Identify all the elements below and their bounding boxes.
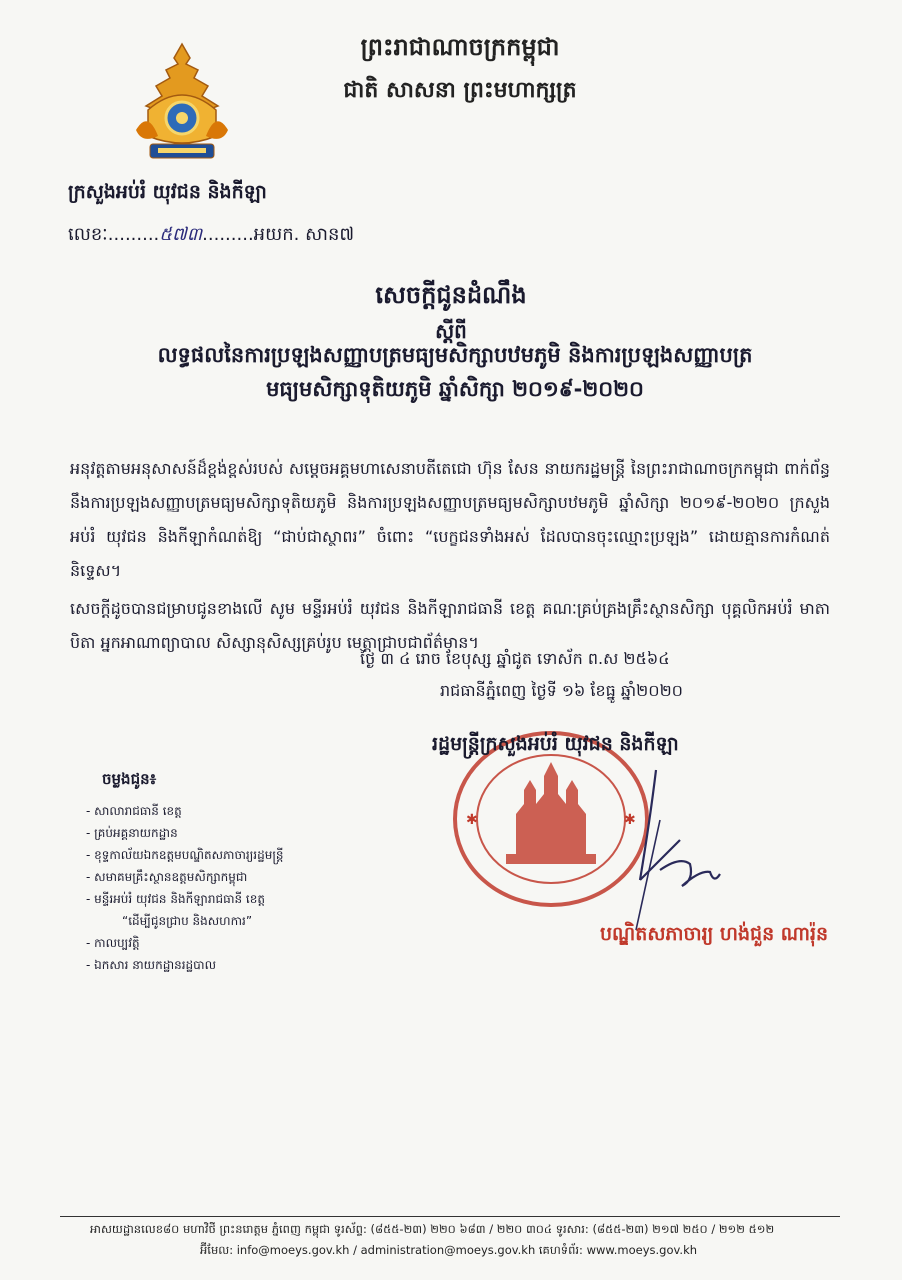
lunar-date: ថ្ងៃ ៣ ៤ រោច ខែបុស្ស ឆ្នាំជូត ទោស័ក ព.ស ២៥៦៤ [360, 649, 670, 668]
footer-divider [60, 1216, 840, 1217]
solar-date: រាជធានីភ្នំពេញ ថ្ងៃទី ១៦ ខែធ្នូ ឆ្នាំ២០២០ [440, 681, 683, 700]
recipient-item: - សាលារាជធានី ខេត្ត [86, 804, 182, 818]
body-paragraph-2: សេចក្តីដូចបានជម្រាបជូនខាងលើ សូម មន្ទីរអប់រំ យុវជន និងកីឡារាជធានី ខេត្ត គណៈគ្រប់គ្រងគ្រឹះស្ថានសិក្សា បុគ្គលិកអប់រំ មាតាបិតា អ្នកអាណាព្យាបាល សិស្សានុសិស្សគ្រប់រូប មេត្តាជ្រាបជាព័ត៌មាន។ [70, 599, 830, 652]
recipient-item-note: “ដើម្បីជូនជ្រាប និងសហការ” [122, 914, 253, 928]
recipient-item: - សមាគមគ្រឹះស្ថានឧត្តមសិក្សាកម្ពុជា [86, 870, 248, 884]
footer-address: អាសយដ្ឋានលេខ៨០ មហាវិថី ព្រះនរោត្តម ភ្នំពេញ កម្ពុជា ទូរស័ព្ទ: (៨៥៥-២៣) ២២០ ៦៨៣ / ២២០ ៣០៤ ទូរសារ: (៨៥៥-២៣) ២១៧ ២៥០ / ២១២ ៥១២ [90, 1222, 775, 1236]
document-title: សេចក្តីជូនដំណឹង [375, 281, 527, 309]
recipient-item: - មន្ទីរអប់រំ យុវជន និងកីឡារាជធានី ខេត្ត [86, 892, 265, 906]
ministry-name: ក្រសួងអប់រំ យុវជន និងកីឡា [68, 181, 267, 203]
reference-number: លេខៈ.........៥៧៣.........អយក. សាន៧ [68, 224, 355, 245]
recipient-item: - គ្រប់អគ្គនាយកដ្ឋាន [86, 826, 178, 840]
body-paragraph-1: អនុវត្តតាមអនុសាសន៍ដ៏ខ្ពង់ខ្ពស់របស់ សម្តេចអគ្គមហាសេនាបតីតេជោ ហ៊ុន សែន នាយករដ្ឋមន្ត្រី នៃព្រះរាជាណាចក្រកម្ពុជា ពាក់ព័ន្ធនឹងការប្រឡងសញ្ញាបត្រមធ្យមសិក្សាទុតិយភូមិ និងការប្រឡងសញ្ញាបត្រមធ្យមសិក្សាបឋមភូមិ ឆ្នាំសិក្សា ២០១៩-២០២០ ក្រសួងអប់រំ យុវជន និងកីឡាកំណត់ឱ្យ “ជាប់ជាស្ថាពរ” ចំពោះ “បេក្ខជនទាំងអស់ ដែលបានចុះឈ្មោះប្រឡង” ដោយគ្មានការកំណត់និទ្ទេស។ [70, 459, 830, 580]
recipient-item: - ខុទ្ទកាល័យឯកឧត្តមបណ្ឌិតសភាចារ្យរដ្ឋមន្ត្រី [86, 848, 284, 862]
subject-line-2: មធ្យមសិក្សាទុតិយភូមិ ឆ្នាំសិក្សា ២០១៩-២០២០ [266, 377, 644, 401]
svg-text:✱: ✱ [624, 812, 636, 828]
subject-line-1: លទ្ធផលនៃការប្រឡងសញ្ញាបត្រមធ្យមសិក្សាបឋមភូមិ និងការប្រឡងសញ្ញាបត្រ [157, 343, 753, 367]
signatory-name: បណ្ឌិតសភាចារ្យ ហង់ជួន ណារ៉ុន [600, 923, 829, 945]
recipient-item: - ឯកសារ នាយកដ្ឋានរដ្ឋបាល [86, 958, 217, 972]
recipient-item: - កាលប្បវត្តិ [86, 936, 140, 950]
footer-contact: អ៊ីមែល: info@moeys.gov.kh / administration@moeys.gov.kh គេហទំព័រ: www.moeys.gov.kh [200, 1243, 698, 1257]
reference-suffix: អយក. សាន៧ [253, 224, 355, 245]
subject-label: ស្តីពី [435, 319, 467, 343]
reference-label: លេខៈ [68, 224, 108, 245]
kingdom-heading: ព្រះរាជាណាចក្រកម្ពុជា [360, 33, 560, 61]
national-motto: ជាតិ សាសនា ព្រះមហាក្សត្រ [343, 78, 577, 103]
signatory-title: រដ្ឋមន្ត្រីក្រសួងអប់រំ យុវជន និងកីឡា [432, 733, 679, 755]
ministry-emblem-icon [128, 40, 236, 170]
reference-handwritten-number: ៥៧៣ [159, 224, 203, 245]
svg-text:✱: ✱ [466, 812, 478, 828]
recipients-list [86, 800, 284, 976]
recipients-title: ចម្លងជូន៖ [102, 770, 157, 788]
handwritten-signature-icon [620, 760, 740, 940]
